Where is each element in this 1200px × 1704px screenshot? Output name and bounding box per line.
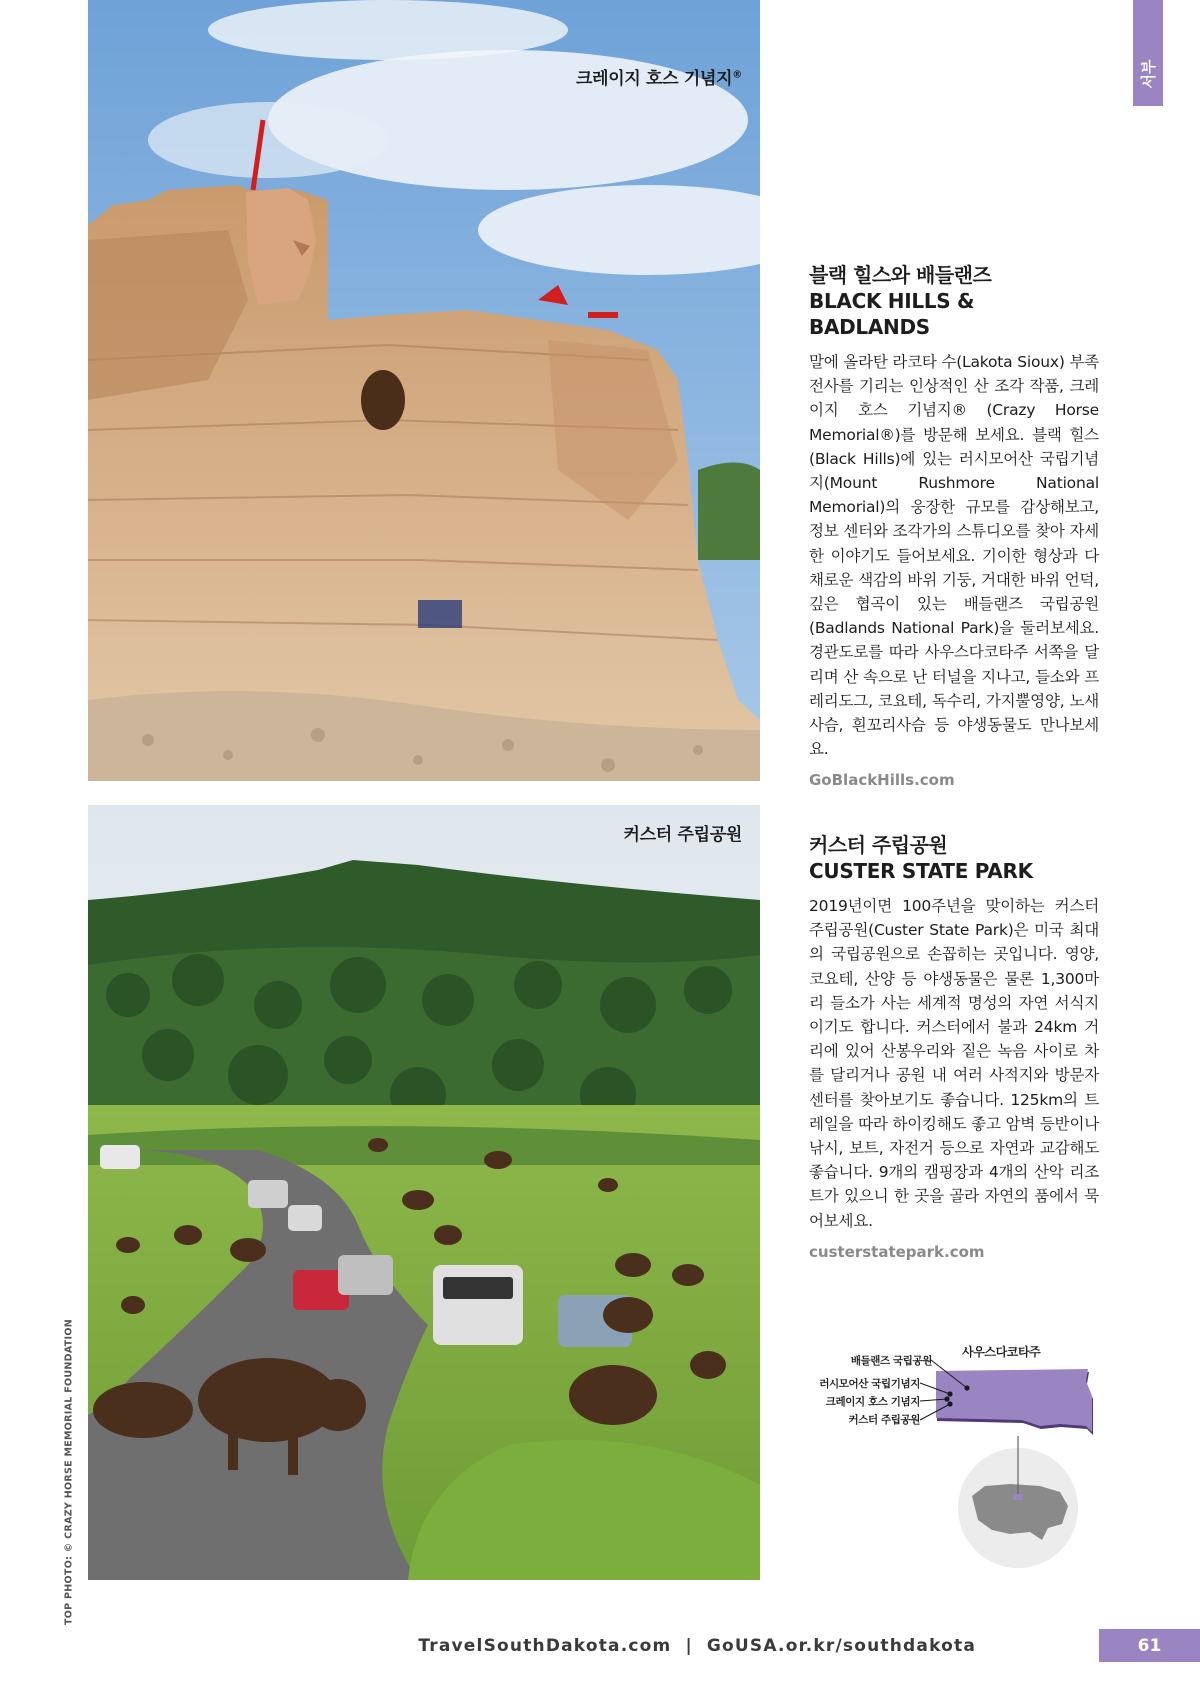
section-tab [1133,0,1163,106]
article-title-en: CUSTER STATE PARK [809,859,1033,883]
page-number: 61 [1099,1629,1200,1662]
photo-caption-bottom: 커스터 주립공원 [623,825,742,845]
article-title-ko: 블랙 힐스와 배들랜즈 [809,263,992,287]
map-label-badlands: 배들랜즈 국립공원 [850,1355,932,1367]
footer-link-travel[interactable]: TravelSouthDakota.com [418,1636,672,1656]
article-custer [809,832,1099,1261]
footer-link-gousa[interactable]: GoUSA.or.kr/southdakota [706,1636,976,1656]
article-link[interactable]: GoBlackHills.com [809,771,955,790]
photo-caption-top [576,64,742,89]
map-label-crazy-horse: 크레이지 호스 기념지 [825,1396,920,1408]
crazy-horse-illustration [88,0,760,781]
section-tab-label: 서부 [1139,59,1158,89]
locator-map [810,1346,1102,1574]
article-title-en: BLACK HILLS & BADLANDS [809,289,975,339]
map-label-rushmore: 러시모어산 국립기념지 [819,1378,920,1390]
custer-park-photo [88,805,760,1580]
map-state-label: 사우스다코타주 [962,1345,1041,1359]
article-link[interactable]: custerstatepark.com [809,1242,985,1261]
article-black-hills [809,262,1099,789]
article-title-ko: 커스터 주립공원 [809,833,948,857]
article-body: 2019년이면 100주년을 맞이하는 커스터 주립공원(Custer State Park)은 미국 최대의 국립공원으로 손꼽히는 곳입니다. 영양, 코요테, 산양 등 야생동물은 물론 1,300마리 들소가 사는 세계적 명성의 자연 서식지이기도 합니다. 커스터에서 불과 24km 거리에 있어 산봉우리와 짙은 녹음 사이로 차를 달리거나 공원 내 여러 사적지와 방문자 센터를 찾아보기도 좋습니다. 125km의 트레일을 따라 하이킹해도 좋고 암벽 등반이나 낚시, 보트, 자전거 등으로 자연과 교감해도 좋습니다. 9개의 캠핑장과 4개의 산악 리조트가 있으니 한 곳을 골라 자연의 품에서 묵어보세요. [809,897,1099,1230]
custer-park-illustration [88,805,760,1580]
footer [418,1636,976,1656]
registered-mark: ® [732,69,742,81]
caption-top-text: 크레이지 호스 기념지 [575,69,733,89]
footer-separator: | [685,1636,693,1656]
photo-credit: TOP PHOTO: © CRAZY HORSE MEMORIAL FOUNDATION [63,1319,75,1625]
crazy-horse-photo [88,0,760,781]
map-label-custer: 커스터 주립공원 [848,1414,920,1426]
article-body: 말에 올라탄 라코타 수(Lakota Sioux) 부족 전사를 기리는 인상적인 산 조각 작품, 크레이지 호스 기념지® (Crazy Horse Memorial®)를 방문해 보세요. 블랙 힐스(Black Hills)에 있는 러시모어산 국립기념지(Mount Rushmore National Memorial)의 웅장한 규모를 감상해보고, 정보 센터와 조각가의 스튜디오를 찾아 자세한 이야기도 들어보세요. 기이한 형상과 다채로운 색감의 바위 기둥, 거대한 바위 언덕, 깊은 협곡이 있는 배들랜즈 국립공원(Badlands National Park)을 둘러보세요. 경관도로를 따라 사우스다코타주 서쪽을 달리며 산 속으로 난 터널을 지나고, 들소와 프레리도그, 코요테, 독수리, 가지뿔영양, 노새 사슴, 흰꼬리사슴 등 야생동물도 만나보세요. [809,353,1099,759]
